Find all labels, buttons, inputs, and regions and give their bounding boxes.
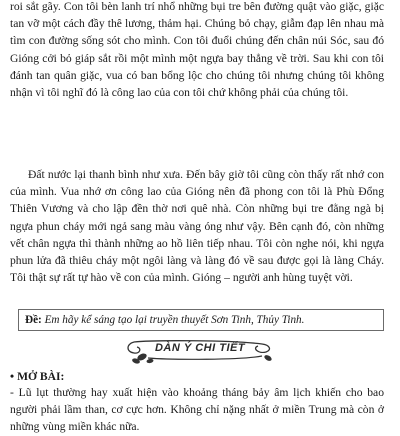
outline-heading <box>10 368 64 385</box>
section-heading-ornament <box>112 338 288 364</box>
section-title: DÀN Ý CHI TIẾT <box>154 342 246 354</box>
outline-heading-label: MỞ BÀI: <box>17 370 65 383</box>
prompt-label: Đề: <box>25 314 42 326</box>
bullet-icon: • <box>10 370 15 383</box>
outline-item-1: - Lũ lụt thường hay xuất hiện vào khoảng tháng bảy âm lịch khiến cho bao người phải lầm than, cơ cực hơn. Không chỉ nặng nhất ở miền Trung mà còn ở những vùng miền khác nữa. <box>10 386 384 434</box>
essay-prompt-box <box>18 309 384 331</box>
story-paragraph-1: roi sắt gãy. Con tôi bèn lanh trí nhổ những bụi tre bên đường quật vào giặc, giặc tan vỡ một cách đầy thê lương, thảm hại. Chúng bỏ chạy, giẫm đạp lên nhau mà tìm con đường sống sót cho mình. Con tôi đuổi chúng đến chân núi Sóc, sau đó Gióng cởi bỏ giáp sắt rồi một mình một ngựa bay thẳng về trời. Sau khi con tôi đánh tan quân giặc, vua có ban bổng lộc cho chúng tôi nhưng chúng tôi không nhận vì tôi nghĩ đó là công lao của con tôi chứ không phải của chúng tôi. <box>10 0 384 100</box>
prompt-text: Em hãy kể sáng tạo lại truyền thuyết Sơn Tinh, Thủy Tinh. <box>44 314 305 326</box>
story-paragraph-2: Đất nước lại thanh bình như xưa. Đến bây giờ tôi cũng còn thấy rất nhớ con của mình. Vua nhớ ơn công lao của Gióng nên đã phong con tôi là Phù Đổng Thiên Vương và cho lập đền thờ nơi quê nhà. Còn những bụi tre đằng ngà bị ngựa phun cháy mới ngả sang màu vàng óng như vậy. Bên cạnh đó, còn những vết chân ngựa thì thành những ao hồ liên tiếp nhau. Tôi còn nghe nói, khi ngựa phun lửa đã thiêu cháy một ngôi làng và làng đó về sau được gọi là làng Cháy. Tôi thật sự rất tự hào về con của mình. Gióng – người anh hùng tuyệt vời. <box>10 168 384 285</box>
